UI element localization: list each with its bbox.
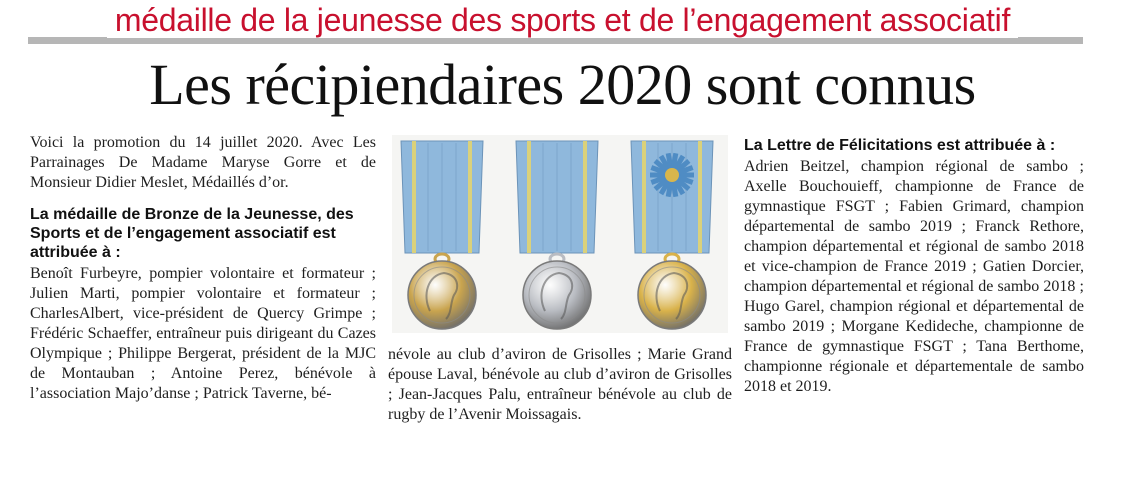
kicker-title: médaille de la jeunesse des sports et de l’engagement associatif [107, 2, 1018, 38]
column-right [744, 136, 1084, 397]
article-headline: Les récipiendaires 2020 sont connus [149, 52, 976, 117]
ribbon-stripe [583, 141, 587, 253]
bronze-disc [408, 261, 476, 329]
intro-paragraph: Voici la promotion du 14 juillet 2020. Avec Les Parrainages De Madame Maryse Gorre et de Monsieur Didier Meslet, Médaillés d’or. [30, 134, 376, 191]
column-left [30, 133, 376, 404]
felicitations-list: Adrien Beitzel, champion régional de sambo ; Axelle Bouchouieff, championne de France de gymnastique FSGT ; Fabien Grimard, champion départemental de sambo 2019 ; Franck Rethore, champion départemental et régional de sambo 2018 et vice-champion de France 2019 ; Gatien Dorcier, champion départemental et régional de sambo 2018 ; Hugo Garel, champion régional et départemental de sambo 2019 ; Morgane Kedideche, championne de France de gymnastique FSGT ; Tana Berthome, championne régionale et départementale de sambo 2018 et 2019. [744, 158, 1084, 395]
bronze-list-part1: Benoît Furbeyre, pompier volontaire et formateur ; Julien Marti, pompier volontaire et formateur ; CharlesAlbert, vice-président de Quercy Grimpe ; Frédéric Schaeffer, entraîneur puis dirigeant du Cazes Olympique ; Philippe Bergerat, président de la MJC de Montauban ; Antoine Perez, bénévole à l’association Majo’danse ; Patrick Taverne, bé- [30, 265, 376, 402]
bronze-list-part2: névole au club d’aviron de Grisolles ; Marie Grand épouse Laval, bénévole au club d’aviron de Grisolles ; Jean-Jacques Palu, entraîneur bénévole au club de rugby de l’Avenir Moissagais. [388, 346, 732, 423]
medals-illustration [392, 135, 728, 333]
silver-medal [516, 141, 598, 329]
section-kicker [0, 0, 1125, 44]
gold-disc [638, 261, 706, 329]
ribbon-stripe [642, 141, 646, 253]
rosette-center [665, 168, 679, 182]
ribbon-stripe [698, 141, 702, 253]
column-middle [388, 345, 732, 425]
medals-photo [392, 135, 728, 333]
gold-medal [631, 141, 713, 329]
ribbon-stripe [468, 141, 472, 253]
felicitations-heading: La Lettre de Félicitations est attribuée à : [744, 137, 1056, 154]
bronze-heading: La médaille de Bronze de la Jeunesse, des Sports et de l’engagement associatif est attribuée à : [30, 206, 354, 261]
bronze-medal [401, 141, 483, 329]
ribbon-stripe [527, 141, 531, 253]
silver-disc [523, 261, 591, 329]
ribbon-stripe [412, 141, 416, 253]
